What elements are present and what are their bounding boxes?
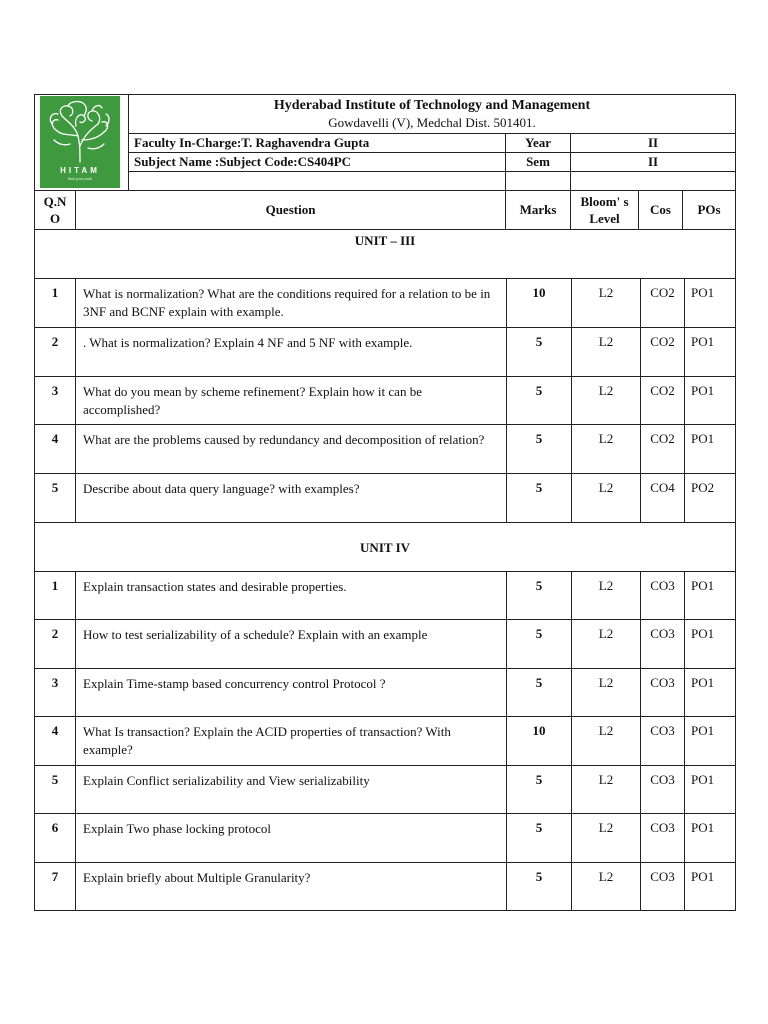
col-pos: POs [683,191,736,230]
unit-iv-heading: UNIT IV [35,523,736,572]
question-marks: 5 [507,425,572,474]
question-marks: 5 [507,863,572,911]
table-row [35,620,736,669]
question-text: . What is normalization? Explain 4 NF and 5 NF with example. [76,328,507,377]
question-marks: 5 [507,474,572,523]
program-outcome: PO1 [685,814,736,863]
tree-icon [40,96,120,166]
course-outcome: CO2 [641,425,685,474]
col-qno: Q.N O [35,191,76,230]
question-number: 3 [35,377,76,425]
question-number: 3 [35,669,76,717]
institute-header [129,95,736,134]
program-outcome: PO1 [685,669,736,717]
sem-value: II [571,153,736,172]
table-row [35,669,736,717]
question-number: 6 [35,814,76,863]
hitam-logo [40,96,120,188]
program-outcome: PO1 [685,279,736,328]
question-marks: 5 [507,669,572,717]
institute-address: Gowdavelli (V), Medchal Dist. 501401. [328,115,536,130]
question-marks: 5 [507,328,572,377]
course-outcome: CO3 [641,717,685,766]
program-outcome: PO2 [685,474,736,523]
course-outcome: CO3 [641,620,685,669]
course-outcome: CO4 [641,474,685,523]
logo-text: HITAM [60,166,100,175]
course-outcome: CO3 [641,863,685,911]
course-outcome: CO2 [641,279,685,328]
table-row [35,766,736,814]
program-outcome: PO1 [685,377,736,425]
blooms-level: L2 [572,328,641,377]
faculty-in-charge [129,134,506,153]
course-outcome: CO3 [641,766,685,814]
unit-iii-heading: UNIT – III [35,230,736,279]
question-text: Explain transaction states and desirable properties. [76,572,507,620]
program-outcome: PO1 [685,863,736,911]
question-marks: 5 [507,572,572,620]
table-row [35,814,736,863]
question-number: 4 [35,425,76,474]
blooms-level: L2 [572,717,641,766]
col-blooms: Bloom' s Level [571,191,639,230]
blooms-level: L2 [572,572,641,620]
question-text: How to test serializability of a schedule? Explain with an example [76,620,507,669]
question-marks: 5 [507,377,572,425]
question-marks: 5 [507,620,572,669]
question-marks: 10 [507,717,572,766]
subject-info [129,153,506,172]
question-text: Describe about data query language? with examples? [76,474,507,523]
program-outcome: PO1 [685,328,736,377]
table-row [35,328,736,377]
question-number: 2 [35,620,76,669]
empty-cell [129,172,506,191]
blooms-level: L2 [572,814,641,863]
faculty-label: Faculty In-Charge: [134,135,242,150]
program-outcome: PO1 [685,717,736,766]
question-text: Explain Time-stamp based concurrency control Protocol ? [76,669,507,717]
table-row [35,717,736,766]
course-outcome: CO2 [641,377,685,425]
unit-iii-table [34,229,736,523]
question-number: 1 [35,572,76,620]
unit-iv-table [34,522,736,911]
program-outcome: PO1 [685,620,736,669]
col-marks: Marks [506,191,571,230]
logo-cell [35,95,129,191]
question-bank-page [34,94,735,911]
program-outcome: PO1 [685,572,736,620]
table-row [35,279,736,328]
empty-cell [571,172,736,191]
sem-label: Sem [506,153,571,172]
blooms-level: L2 [572,620,641,669]
subject-name-label: Subject Name : [134,154,220,169]
blooms-level: L2 [572,669,641,717]
question-number: 2 [35,328,76,377]
table-row [35,425,736,474]
table-row [35,377,736,425]
blooms-level: L2 [572,425,641,474]
question-number: 5 [35,474,76,523]
question-text: What is normalization? What are the conditions required for a relation to be in 3NF and BCNF explain with example. [76,279,507,328]
table-row [35,474,736,523]
blooms-level: L2 [572,279,641,328]
course-outcome: CO2 [641,328,685,377]
question-number: 4 [35,717,76,766]
year-value: II [571,134,736,153]
program-outcome: PO1 [685,766,736,814]
table-row [35,572,736,620]
institute-name: Hyderabad Institute of Technology and Management [273,98,591,113]
faculty-name: T. Raghavendra Gupta [241,135,370,150]
question-number: 5 [35,766,76,814]
col-cos: Cos [639,191,683,230]
question-bank-table [34,94,736,230]
question-text: What Is transaction? Explain the ACID properties of transaction? With example? [76,717,507,766]
question-marks: 5 [507,766,572,814]
question-text: Explain briefly about Multiple Granularity? [76,863,507,911]
blooms-level: L2 [572,766,641,814]
question-text: Explain Two phase locking protocol [76,814,507,863]
empty-cell [506,172,571,191]
course-outcome: CO3 [641,814,685,863]
question-marks: 5 [507,814,572,863]
blooms-level: L2 [572,863,641,911]
table-row [35,863,736,911]
question-text: Explain Conflict serializability and View serializability [76,766,507,814]
blooms-level: L2 [572,377,641,425]
course-outcome: CO3 [641,572,685,620]
question-text: What do you mean by scheme refinement? Explain how it can be accomplished? [76,377,507,425]
year-label: Year [506,134,571,153]
blooms-level: L2 [572,474,641,523]
subject-code: Subject Code:CS404PC [219,154,352,169]
course-outcome: CO3 [641,669,685,717]
question-number: 7 [35,863,76,911]
question-marks: 10 [507,279,572,328]
col-question: Question [76,191,506,230]
logo-tagline: find your path [67,176,93,181]
question-number: 1 [35,279,76,328]
program-outcome: PO1 [685,425,736,474]
question-text: What are the problems caused by redundancy and decomposition of relation? [76,425,507,474]
